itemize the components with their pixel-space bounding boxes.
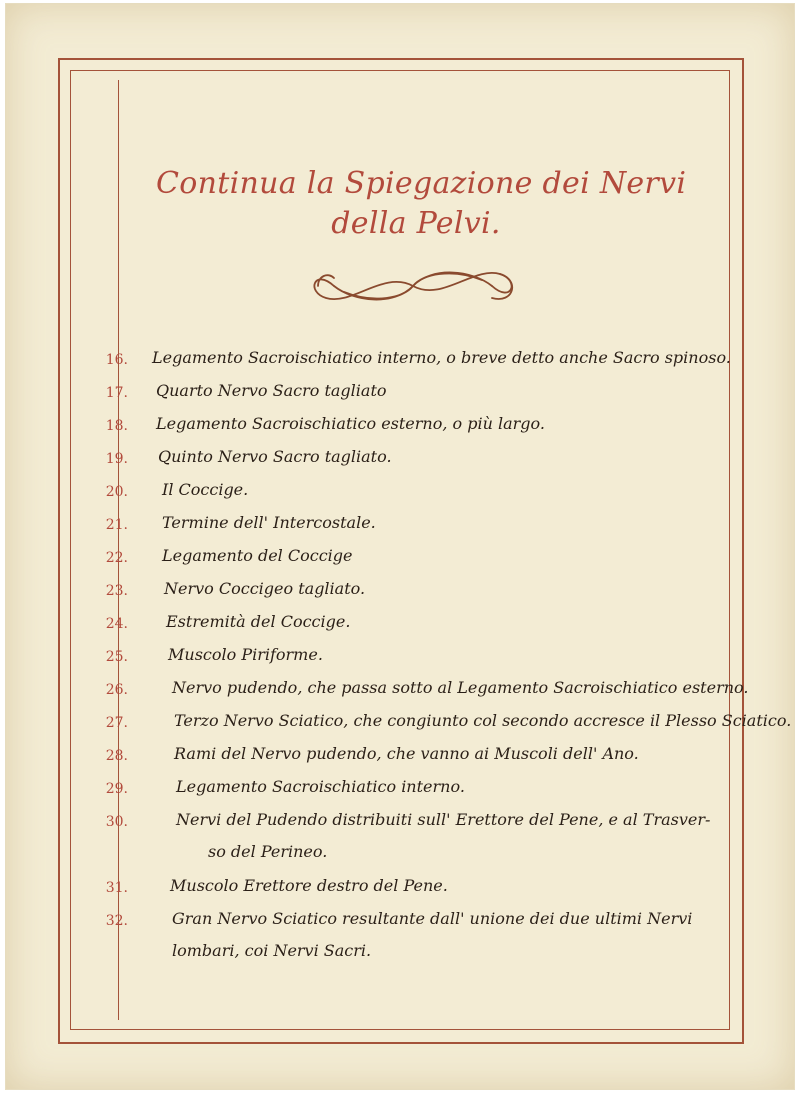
list-item [76, 678, 756, 714]
entry-text: Muscolo Erettore destro del Pene. [170, 876, 448, 895]
entry-number: 18. [105, 418, 128, 434]
entry-number: 27. [105, 715, 128, 731]
entry-text: Nervo pudendo, che passa sotto al Legamento Sacroischiatico esterno. [172, 678, 749, 697]
entry-number: 23. [105, 583, 128, 599]
entry-number: 16. [105, 352, 128, 368]
entry-text: Rami del Nervo pudendo, che vanno ai Muscoli dell' Ano. [174, 744, 639, 763]
entry-text-continuation: lombari, coi Nervi Sacri. [172, 941, 372, 960]
entry-text: Nervo Coccigeo tagliato. [164, 579, 366, 598]
entry-text: Legamento Sacroischiatico interno, o breve detto anche Sacro spinoso. [152, 348, 731, 367]
list-item [76, 744, 756, 780]
entry-number: 19. [105, 451, 128, 467]
list-item [76, 381, 756, 417]
entry-number: 26. [105, 682, 128, 698]
entry-number: 21. [105, 517, 128, 533]
title-line-2: della Pelvi. [331, 206, 501, 241]
page-title [156, 164, 687, 244]
entry-number: 28. [105, 748, 128, 764]
list-item [76, 414, 756, 450]
entry-text: Il Coccige. [162, 480, 249, 499]
entry-number: 22. [105, 550, 128, 566]
entry-text: Gran Nervo Sciatico resultante dall' unione dei due ultimi Nervi [172, 909, 693, 928]
calligraphic-flourish-ornament [304, 262, 522, 310]
entry-text: Quinto Nervo Sacro tagliato. [158, 447, 392, 466]
list-item [76, 909, 756, 960]
entry-text: Terzo Nervo Sciatico, che congiunto col secondo accresce il Plesso Sciatico. [174, 711, 792, 730]
entry-number: 30. [105, 814, 128, 830]
entry-number: 20. [105, 484, 128, 500]
list-item [76, 777, 756, 813]
list-item [76, 645, 756, 681]
entry-text: Nervi del Pudendo distribuiti sull' Erettore del Pene, e al Trasver- [176, 810, 711, 829]
list-item [76, 579, 756, 615]
list-item [76, 876, 756, 912]
entry-text: Estremità del Coccige. [166, 612, 351, 631]
entry-number: 25. [105, 649, 128, 665]
entry-number: 31. [105, 880, 128, 896]
entry-text: Quarto Nervo Sacro tagliato [156, 381, 387, 400]
entry-text: Legamento del Coccige [162, 546, 353, 565]
list-item [76, 546, 756, 582]
entry-number: 32. [105, 913, 128, 929]
entry-text: Legamento Sacroischiatico esterno, o più largo. [156, 414, 545, 433]
list-item [76, 513, 756, 549]
list-item [76, 447, 756, 483]
entry-number: 29. [105, 781, 128, 797]
list-item [76, 348, 756, 384]
list-item [76, 480, 756, 516]
entry-text: Termine dell' Intercostale. [162, 513, 376, 532]
list-item [76, 612, 756, 648]
paper-sheet [6, 4, 794, 1089]
list-item [76, 711, 792, 747]
title-line-1: Continua la Spiegazione dei Nervi [156, 166, 687, 201]
entry-text: Legamento Sacroischiatico interno. [176, 777, 465, 796]
entry-number: 17. [105, 385, 128, 401]
entry-number: 24. [105, 616, 128, 632]
entry-text: Muscolo Piriforme. [168, 645, 323, 664]
entry-text-continuation: so del Perineo. [208, 842, 328, 861]
list-item [76, 810, 756, 861]
